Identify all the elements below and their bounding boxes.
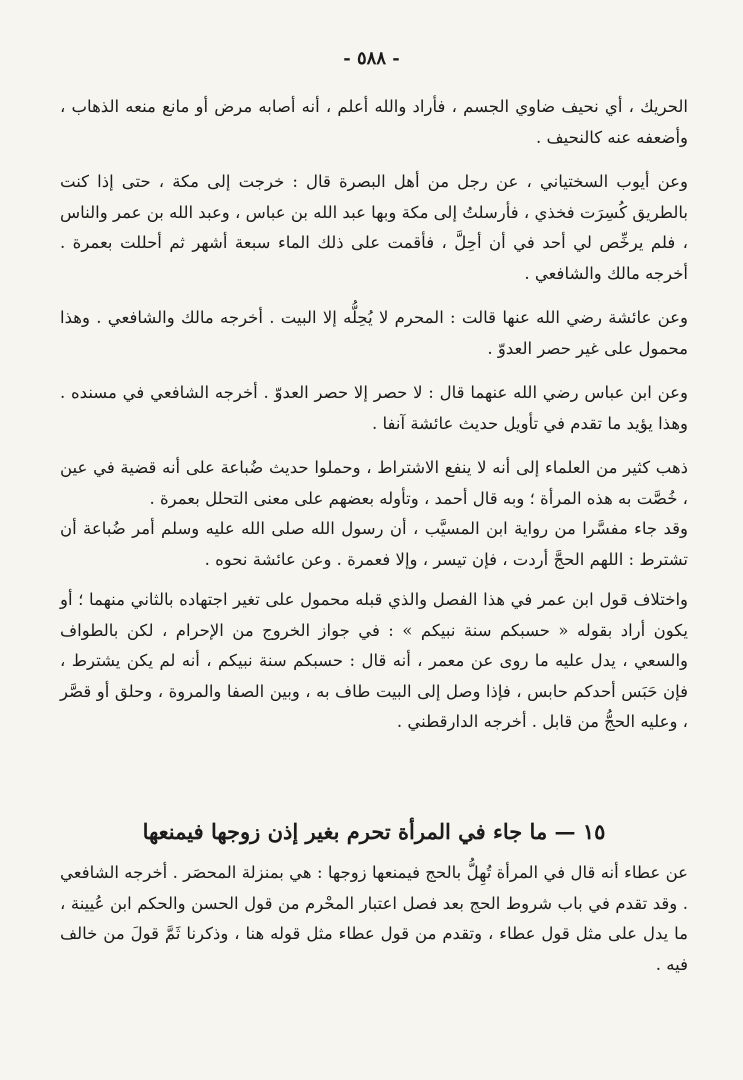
section-heading: ١٥ — ما جاء في المرأة تحرم بغير إذن زوجها فيمنعها bbox=[142, 819, 606, 844]
paragraph: عن عطاء أنه قال في المرأة تُهِلُّ بالحج فيمنعها زوجها : هي بمنزلة المحصَر . أخرجه الشافعي . وقد تقدم في باب شروط الحج بعد فصل اعتبار المحْرم من قول الحسن والحكم ابن عُيينة ، ما يدل على مثل قول عطاء ، وتقدم من قول عطاء مثل قوله هنا ، وذكرنا ثَمَّ قولَ من خالف فيه . bbox=[60, 863, 688, 974]
paragraph: واختلاف قول ابن عمر في هذا الفصل والذي قبله محمول على تغير اجتهاده بالثاني منهما ؛ أو يكون أراد بقوله « حسبكم سنة نبيكم » : في جواز الخروج من الإحرام ، لكن بالطواف والسعي ، يدل عليه ما روى عن معمر ، أنه قال : حسبكم سنة نبيكم ، أنه لم يكن يشترط ، فإن حَبَس أحدكم حابس ، فإذا وصل إلى البيت طاف به ، وبين الصفا والمروة ، وحلق أو قصَّر ، وعليه الحجُّ من قابل . أخرجه الدارقطني . bbox=[60, 590, 688, 731]
paragraph: وقد جاء مفسَّرا من رواية ابن المسيَّب ، أن رسول الله صلى الله عليه وسلم أمر ضُباعة أن تشترط : اللهم الحجَّ أردت ، فإن تيسر ، وإلا فعمرة . وعن عائشة نحوه . bbox=[60, 519, 688, 569]
paragraph: ذهب كثير من العلماء إلى أنه لا ينفع الاشتراط ، وحملوا حديث ضُباعة على أنه قضية في عين ، خُصَّت به هذه المرأة ؛ وبه قال أحمد ، وتأوله بعضهم على معنى التحلل بعمرة . bbox=[60, 458, 688, 508]
page-number: - ٥٨٨ - bbox=[343, 48, 400, 69]
paragraph: الحريك ، أي نحيف ضاوي الجسم ، فأراد والله أعلم ، أنه أصابه مرض أو مانع منعه الذهاب ، وأضعفه عنه كالنحيف . bbox=[60, 97, 688, 147]
paragraph: وعن عائشة رضي الله عنها قالت : المحرم لا يُحِلُّه إلا البيت . أخرجه مالك والشافعي . وهذا محمول على غير حصر العدوّ . bbox=[60, 308, 688, 358]
paragraph: وعن ابن عباس رضي الله عنهما قال : لا حصر إلا حصر العدوّ . أخرجه الشافعي في مسنده . وهذا يؤيد ما تقدم في تأويل حديث عائشة آنفا . bbox=[60, 383, 688, 433]
body-text-lower bbox=[60, 858, 688, 980]
paragraph: وعن أيوب السختياني ، عن رجل من أهل البصرة قال : خرجت إلى مكة ، حتى إذا كنت بالطريق كُسِرَت فخذي ، فأرسلتُ إلى مكة وبها عبد الله بن عباس ، وعبد الله بن عمر والناس ، فلم يرخِّص لي أحد في أن أحِلَّ ، فأقمت على ذلك الماء سبعة أشهر ثم أحللت بعمرة . أخرجه مالك والشافعي . bbox=[60, 172, 688, 283]
body-text-upper bbox=[60, 92, 688, 738]
